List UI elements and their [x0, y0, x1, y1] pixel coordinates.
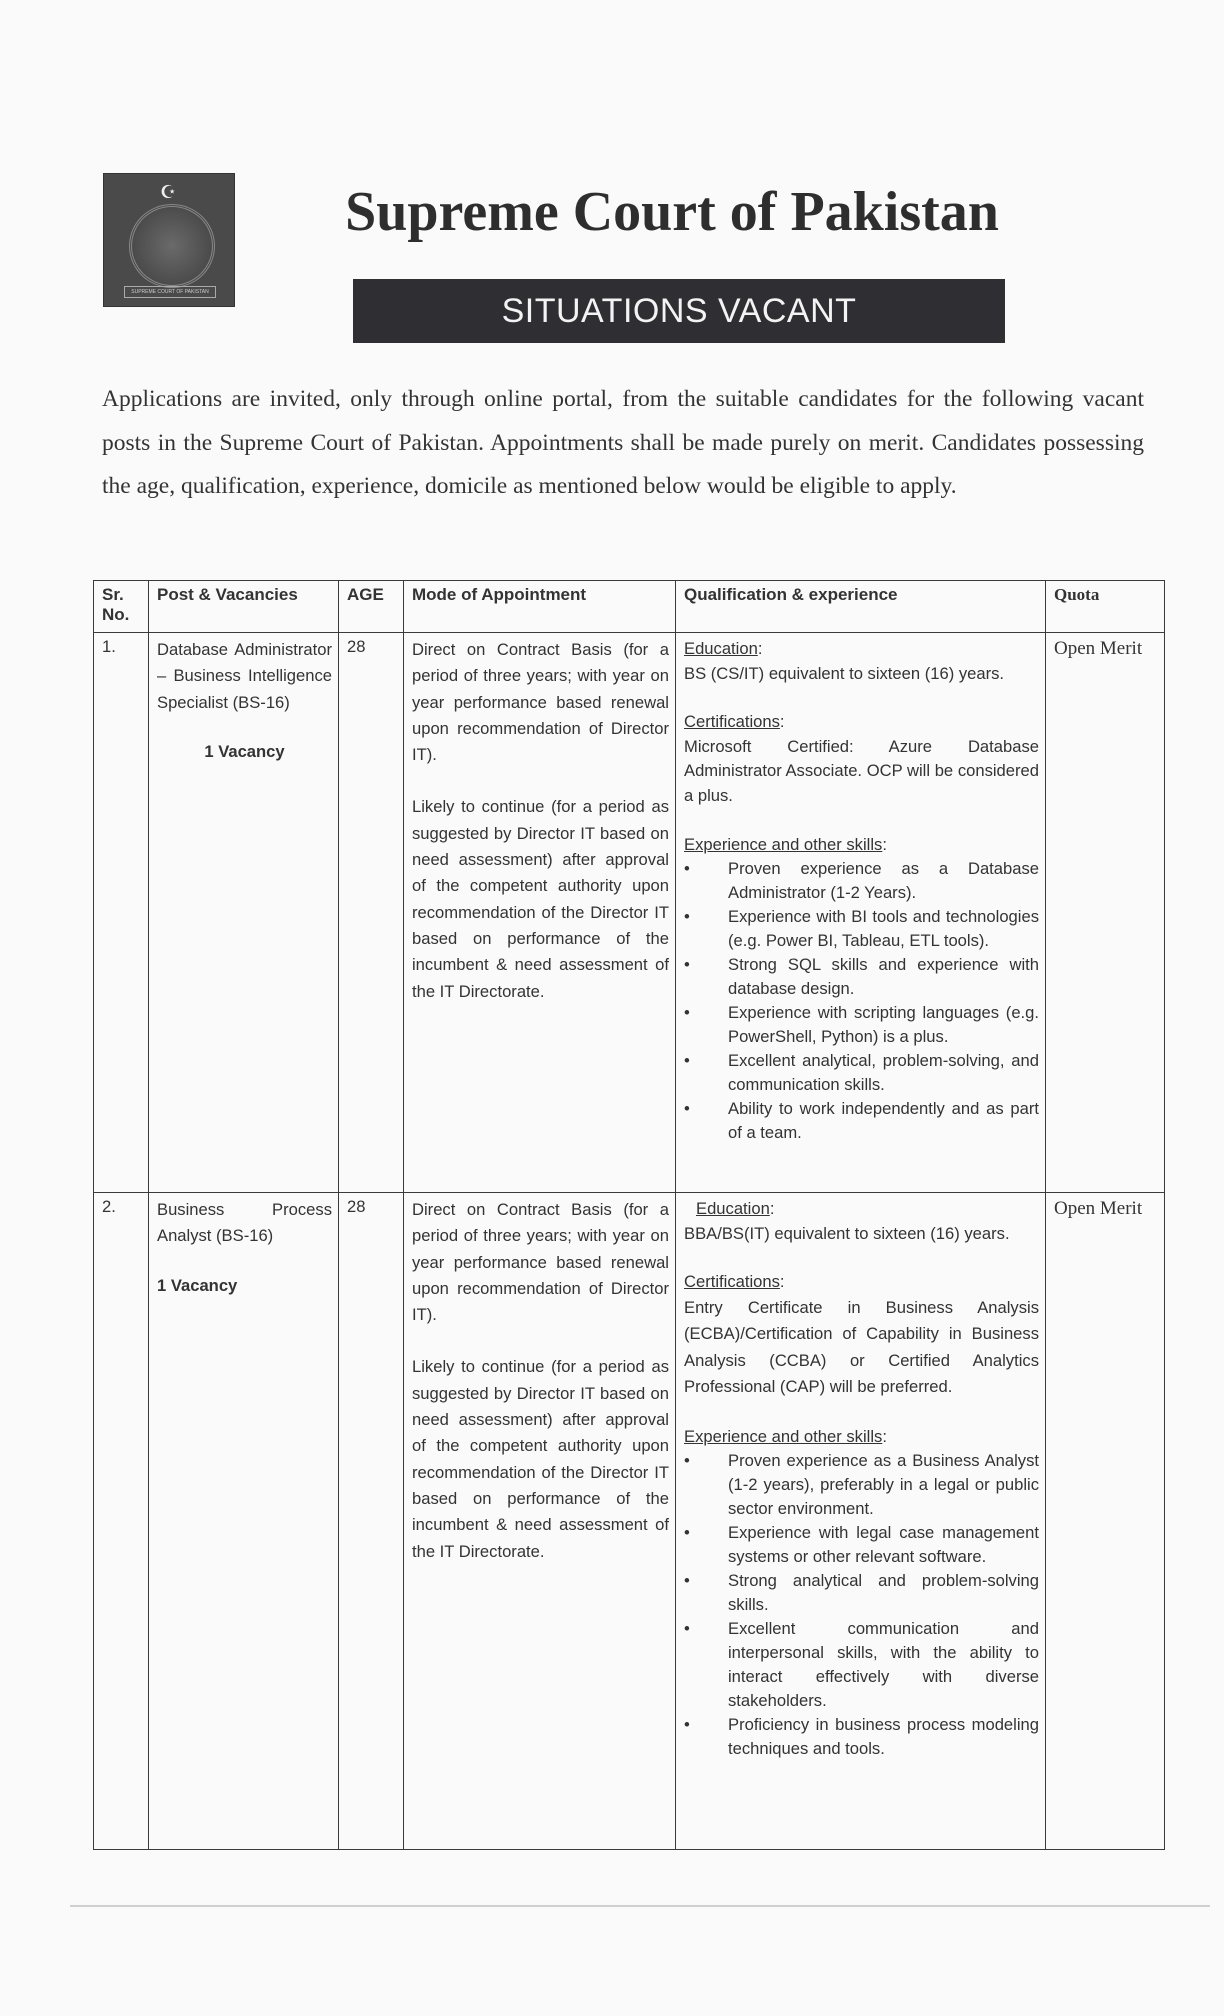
scan-edge-line	[70, 1905, 1210, 1907]
qualification-cell	[676, 1193, 1046, 1850]
education-text: BS (CS/IT) equivalent to sixteen (16) years.	[684, 663, 1005, 683]
skill-text: Experience with legal case management systems or other relevant software.	[728, 1523, 1039, 1567]
quota: Open Merit	[1046, 633, 1165, 1193]
skill-text: Experience with scripting languages (e.g. PowerShell, Python) is a plus.	[728, 1003, 1039, 1047]
colon: :	[779, 1272, 785, 1292]
intro-paragraph: Applications are invited, only through online portal, from the suitable candidates for the following vacant posts in the Supreme Court of Pakistan. Appointments shall be made purely on merit. Candidates possessing the age, qualification, experience, domicile as mentioned below would be eligible to apply.	[102, 386, 1144, 499]
skill-text: Excellent communication and interpersonal skills, with the ability to interact effectively with diverse stakeholders.	[728, 1619, 1039, 1711]
certifications-text: Microsoft Certified: Azure Database Administrator Associate. OCP will be considered a plus.	[684, 736, 1039, 805]
list-item	[684, 1521, 1039, 1569]
bullet-icon: •	[684, 1619, 690, 1639]
table-row	[94, 633, 1165, 1193]
table-header-row	[94, 581, 1165, 633]
age: 28	[339, 1193, 404, 1850]
list-item	[684, 1001, 1039, 1049]
mode-contract: Direct on Contract Basis (for a period of three years; with year on year performance based renewal upon recommendation of Director IT).	[412, 1200, 669, 1325]
list-item	[684, 1049, 1039, 1097]
header-quota: Quota	[1046, 581, 1165, 633]
mode-cell	[404, 1193, 676, 1850]
vacancies-table	[93, 580, 1165, 1850]
list-item	[684, 953, 1039, 1001]
certifications-label: Certifications	[684, 1272, 780, 1292]
skill-text: Experience with BI tools and technologies (e.g. Power BI, Tableau, ETL tools).	[728, 907, 1039, 951]
crescent-star-icon: ☪	[160, 182, 177, 202]
experience-label: Experience and other skills	[684, 1426, 883, 1446]
bullet-icon: •	[684, 1523, 690, 1543]
colon: :	[757, 639, 763, 658]
mode-contract: Direct on Contract Basis (for a period of three years; with year on year performance based renewal upon recommendation of Director IT).	[412, 640, 669, 765]
list-item	[684, 1097, 1039, 1145]
bullet-icon: •	[684, 1051, 690, 1071]
skill-text: Excellent analytical, problem-solving, and communication skills.	[728, 1051, 1039, 1095]
list-item	[684, 1569, 1039, 1617]
supreme-court-crest-logo	[103, 173, 235, 307]
header-sr-no: Sr. No.	[94, 581, 149, 633]
age: 28	[339, 633, 404, 1193]
bullet-icon: •	[684, 1715, 690, 1735]
mode-cell	[404, 633, 676, 1193]
post-title: Business Process Analyst (BS-16)	[157, 1200, 332, 1246]
education-label: Education	[696, 1199, 770, 1218]
bullet-icon: •	[684, 1003, 690, 1023]
skill-text: Proven experience as a Database Administrator (1-2 Years).	[728, 859, 1039, 903]
skill-text: Proven experience as a Business Analyst (1-2 years), preferably in a legal or public sector environment.	[728, 1451, 1039, 1519]
colon: :	[769, 1199, 775, 1218]
list-item	[684, 1713, 1039, 1761]
post-cell	[149, 1193, 339, 1850]
mode-continuation: Likely to continue (for a period as suggested by Director IT based on need assessment) after approval of the competent authority upon recommendation of the Director IT based on performance of the incumbent & need assessment of the IT Directorate.	[412, 797, 669, 1001]
vacancy-count: 1 Vacancy	[204, 741, 285, 761]
experience-label: Experience and other skills	[684, 834, 883, 854]
skill-text: Strong SQL skills and experience with database design.	[728, 955, 1039, 999]
crest-ribbon: SUPREME COURT OF PAKISTAN	[124, 286, 216, 298]
emblem-icon	[129, 204, 215, 288]
bullet-icon: •	[684, 1451, 690, 1471]
certifications-label: Certifications	[684, 712, 780, 732]
skills-list	[684, 1449, 1039, 1761]
situations-vacant-banner: SITUATIONS VACANT	[353, 279, 1005, 343]
colon: :	[779, 712, 785, 732]
list-item	[684, 857, 1039, 905]
header-qualification: Qualification & experience	[676, 581, 1046, 633]
certifications-text: Entry Certificate in Business Analysis (ECBA)/Certification of Capability in Business Analysis (CCBA) or Certified Analytics Professional (CAP) will be preferred.	[684, 1297, 1039, 1397]
sr-no: 1.	[94, 633, 149, 1193]
colon: :	[882, 1426, 887, 1446]
header-age: AGE	[339, 581, 404, 633]
vacancy-count: 1 Vacancy	[157, 1275, 238, 1295]
post-title: Database Administrator – Business Intelligence Specialist (BS-16)	[157, 640, 332, 712]
qualification-cell	[676, 633, 1046, 1193]
list-item	[684, 905, 1039, 953]
colon: :	[882, 834, 887, 854]
bullet-icon: •	[684, 859, 690, 879]
table-row	[94, 1193, 1165, 1850]
post-cell	[149, 633, 339, 1193]
bullet-icon: •	[684, 907, 690, 927]
education-label: Education	[684, 639, 758, 658]
skill-text: Ability to work independently and as part of a team.	[728, 1099, 1039, 1143]
skills-list	[684, 857, 1039, 1145]
list-item	[684, 1449, 1039, 1521]
sr-no: 2.	[94, 1193, 149, 1850]
quota: Open Merit	[1046, 1193, 1165, 1850]
header-post: Post & Vacancies	[149, 581, 339, 633]
mode-continuation: Likely to continue (for a period as suggested by Director IT based on need assessment) after approval of the competent authority upon recommendation of the Director IT based on performance of the incumbent & need assessment of the IT Directorate.	[412, 1357, 669, 1561]
bullet-icon: •	[684, 1571, 690, 1591]
organization-title: Supreme Court of Pakistan	[345, 181, 999, 243]
list-item	[684, 1617, 1039, 1713]
education-text: BBA/BS(IT) equivalent to sixteen (16) years.	[684, 1223, 1010, 1243]
bullet-icon: •	[684, 955, 690, 975]
skill-text: Strong analytical and problem-solving skills.	[728, 1571, 1039, 1615]
bullet-icon: •	[684, 1099, 690, 1119]
header-mode: Mode of Appointment	[404, 581, 676, 633]
skill-text: Proficiency in business process modeling techniques and tools.	[728, 1715, 1039, 1759]
